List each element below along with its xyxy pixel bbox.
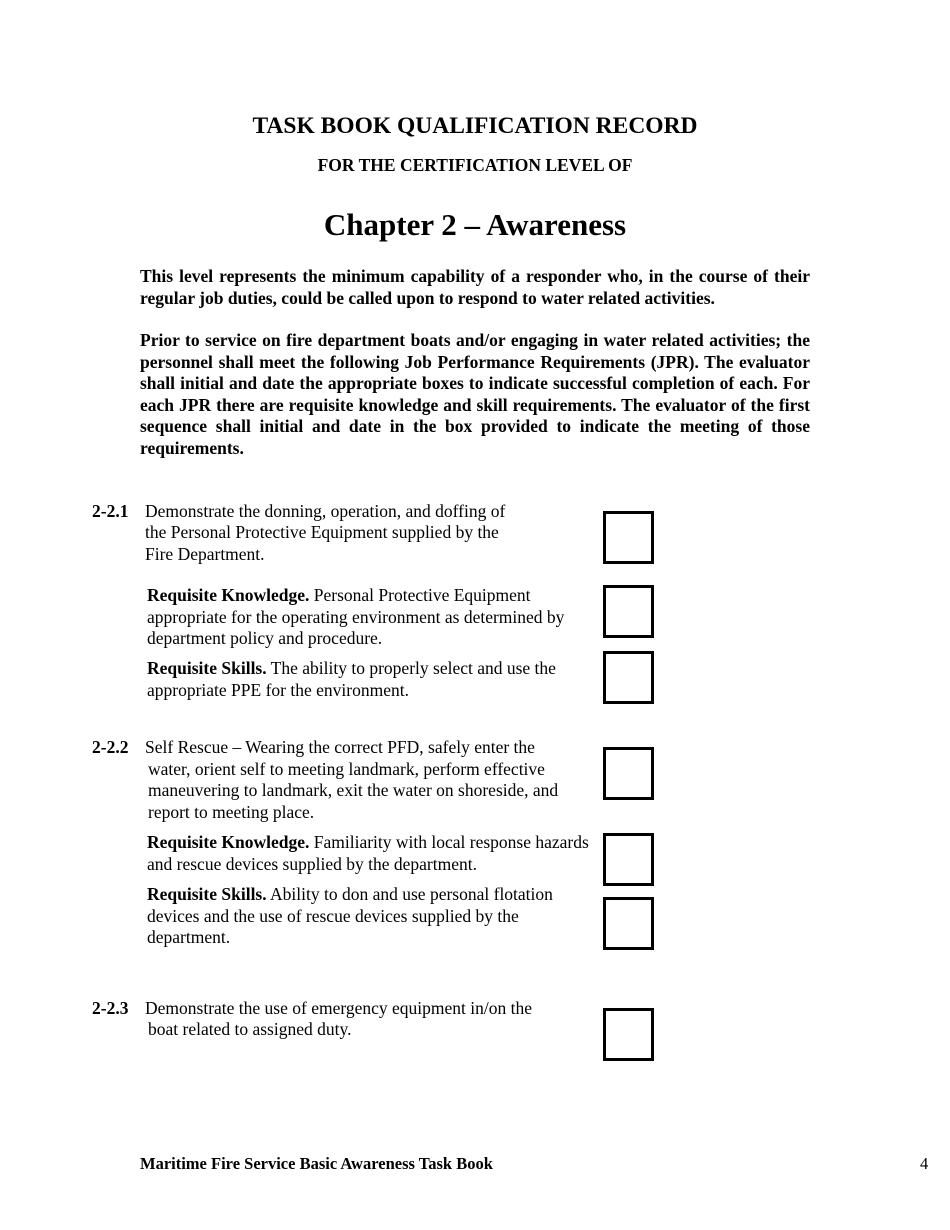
requisite-knowledge (147, 585, 592, 650)
item-number: 2-2.3 (92, 998, 129, 1018)
requisite-skills-label: Requisite Skills. (147, 884, 267, 904)
item-number: 2-2.1 (92, 501, 129, 521)
initial-date-box[interactable] (603, 833, 654, 886)
item-description-line: boat related to assigned duty. (148, 1019, 352, 1039)
item-description-line: the Personal Protective Equipment supplied by the (145, 522, 499, 542)
requisite-skills-text: The ability to properly select and use the appropriate PPE for the environment. (147, 658, 556, 700)
page-subtitle: FOR THE CERTIFICATION LEVEL OF (317, 155, 633, 175)
item-number: 2-2.2 (92, 737, 129, 757)
requisite-skills (147, 658, 592, 701)
page-title: TASK BOOK QUALIFICATION RECORD (252, 113, 698, 139)
item-description-line: Fire Department. (145, 544, 265, 564)
item-description-line: report to meeting place. (148, 802, 315, 822)
requisite-knowledge-text: Personal Protective Equipment appropriate for the operating environment as determined by department policy and procedure. (147, 585, 565, 648)
initial-date-box[interactable] (603, 747, 654, 800)
initial-date-box[interactable] (603, 511, 654, 564)
item-description-line: water, orient self to meeting landmark, perform effective (148, 759, 545, 779)
initial-date-box[interactable] (603, 585, 654, 638)
requisite-knowledge-label: Requisite Knowledge. (147, 832, 310, 852)
item-description-line: Demonstrate the donning, operation, and doffing of (145, 501, 506, 521)
requisite-knowledge-text: Familiarity with local response hazards and rescue devices supplied by the department. (147, 832, 589, 874)
requisite-skills (147, 884, 592, 949)
footer-title: Maritime Fire Service Basic Awareness Task Book (140, 1154, 493, 1173)
initial-date-box[interactable] (603, 651, 654, 704)
requisite-knowledge (147, 832, 592, 875)
requisite-skills-text: Ability to don and use personal flotation devices and the use of rescue devices supplied by the department. (147, 884, 553, 947)
initial-date-box[interactable] (603, 1008, 654, 1061)
page-number: 4 (920, 1154, 929, 1173)
requisite-knowledge-label: Requisite Knowledge. (147, 585, 310, 605)
requisite-skills-label: Requisite Skills. (147, 658, 267, 678)
item-description-line: Demonstrate the use of emergency equipment in/on the (145, 998, 532, 1018)
intro-paragraph-1: This level represents the minimum capability of a responder who, in the course of their regular job duties, could be called upon to respond to water related activities. (140, 266, 810, 308)
initial-date-box[interactable] (603, 897, 654, 950)
intro-paragraph-2: Prior to service on fire department boats and/or engaging in water related activities; the personnel shall meet the following Job Performance Requirements (JPR). The evaluator shall initial and date the appropriate boxes to indicate successful completion of each. For each JPR there are requisite knowledge and skill requirements. The evaluator of the first sequence shall initial and date in the box provided to indicate the meeting of those requirements. (140, 330, 810, 458)
chapter-heading: Chapter 2 – Awareness (323, 207, 627, 242)
item-description-line: maneuvering to landmark, exit the water on shoreside, and (148, 780, 559, 800)
item-description-line: Self Rescue – Wearing the correct PFD, safely enter the (145, 737, 535, 757)
